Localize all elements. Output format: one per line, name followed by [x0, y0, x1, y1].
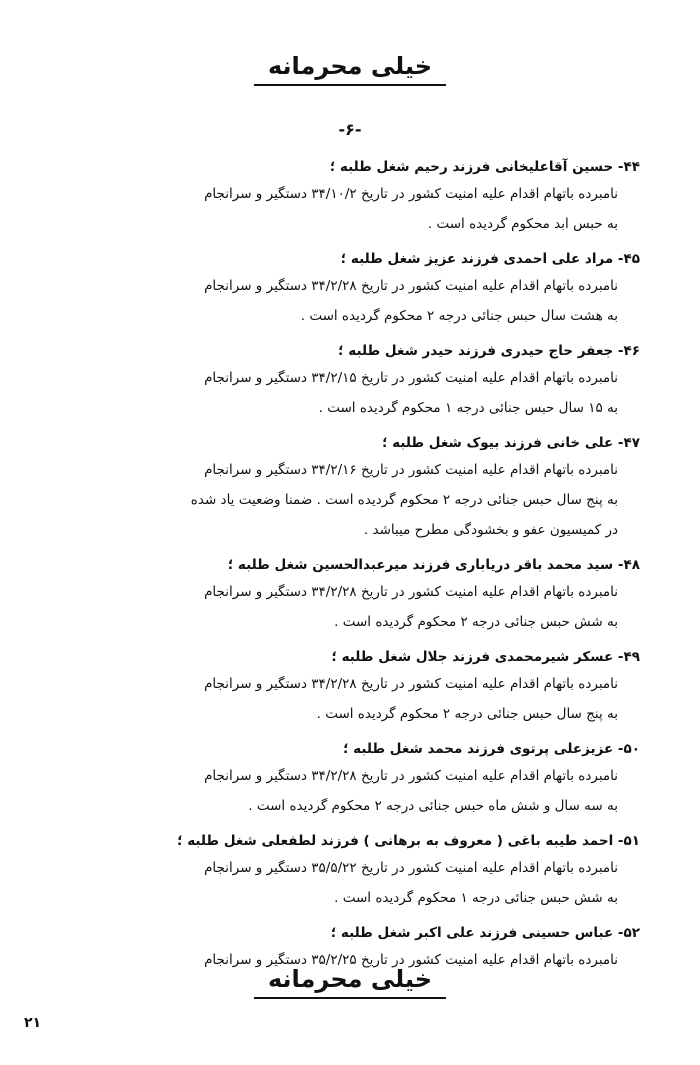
entry-line: نامبرده باتهام اقدام علیه امنیت کشور در تاریخ ۳۴/۲/۲۸ دستگیر و سرانجام — [204, 768, 618, 784]
entry-heading: ۵۱- احمد طیبه باغی ( معروف به برهانی ) فرزند لطفعلی شغل طلبه ؛ — [177, 833, 640, 849]
entry-48 — [70, 553, 640, 637]
classification-stamp-bottom: خیلی محرمانه — [254, 965, 446, 999]
entry-51 — [70, 829, 640, 913]
entry-46 — [70, 339, 640, 423]
entry-heading: ۴۵- مراد علی احمدی فرزند عزیز شغل طلبه ؛ — [340, 251, 640, 267]
document-body — [70, 155, 640, 983]
entry-line: نامبرده باتهام اقدام علیه امنیت کشور در تاریخ ۳۴/۱۰/۲ دستگیر و سرانجام — [204, 186, 618, 202]
entry-line: به شش حبس جنائی درجه ۱ محکوم گردیده است . — [334, 890, 618, 906]
entry-line: نامبرده باتهام اقدام علیه امنیت کشور در تاریخ ۳۴/۲/۱۵ دستگیر و سرانجام — [204, 370, 618, 386]
page-number: -۶- — [338, 120, 362, 139]
entry-heading: ۴۶- جعفر حاج حیدری فرزند حیدر شغل طلبه ؛ — [338, 343, 640, 359]
entry-line: به حبس ابد محکوم گردیده است . — [427, 216, 618, 232]
entry-heading: ۴۷- علی خانی فرزند بیوک شغل طلبه ؛ — [382, 435, 640, 451]
entry-line: به پنج سال حبس جنائی درجه ۲ محکوم گردیده است . — [316, 706, 618, 722]
entry-line: نامبرده باتهام اقدام علیه امنیت کشور در تاریخ ۳۵/۲/۲۵ دستگیر و سرانجام — [204, 952, 618, 968]
classification-stamp-top: خیلی محرمانه — [254, 52, 446, 86]
entry-heading: ۴۸- سید محمد باقر دریاباری فرزند میرعبدالحسین شغل طلبه ؛ — [227, 557, 640, 573]
entry-line: به هشت سال حبس جنائی درجه ۲ محکوم گردیده است . — [300, 308, 618, 324]
entry-line: نامبرده باتهام اقدام علیه امنیت کشور در تاریخ ۳۴/۲/۲۸ دستگیر و سرانجام — [204, 278, 618, 294]
entry-50 — [70, 737, 640, 821]
entry-line: به سه سال و شش ماه حبس جنائی درجه ۲ محکوم گردیده است . — [248, 798, 618, 814]
entry-heading: ۵۲- عباس حسینی فرزند علی اکبر شغل طلبه ؛ — [330, 925, 640, 941]
entry-44 — [70, 155, 640, 239]
entry-45 — [70, 247, 640, 331]
entry-line: به ۱۵ سال حبس جنائی درجه ۱ محکوم گردیده است . — [318, 400, 618, 416]
entry-heading: ۵۰- عزیزعلی پرتوی فرزند محمد شغل طلبه ؛ — [343, 741, 640, 757]
entry-line: نامبرده باتهام اقدام علیه امنیت کشور در تاریخ ۳۴/۲/۲۸ دستگیر و سرانجام — [204, 584, 618, 600]
folio-number: ۲۱ — [24, 1015, 42, 1031]
entry-line: نامبرده باتهام اقدام علیه امنیت کشور در تاریخ ۳۵/۵/۲۲ دستگیر و سرانجام — [204, 860, 618, 876]
entry-line: به پنج سال حبس جنائی درجه ۲ محکوم گردیده است . ضمنا وضعیت یاد شده — [190, 492, 618, 508]
entry-line: به شش حبس جنائی درجه ۲ محکوم گردیده است . — [334, 614, 618, 630]
entry-line: نامبرده باتهام اقدام علیه امنیت کشور در تاریخ ۳۴/۲/۲۸ دستگیر و سرانجام — [204, 676, 618, 692]
entry-heading: ۴۴- حسین آقاعلیخانی فرزند رحیم شغل طلبه ؛ — [329, 159, 640, 175]
entry-49 — [70, 645, 640, 729]
entry-heading: ۴۹- عسکر شیرمحمدی فرزند جلال شغل طلبه ؛ — [331, 649, 640, 665]
entry-line: در کمیسیون عفو و بخشودگی مطرح میباشد . — [363, 522, 618, 538]
entry-line: نامبرده باتهام اقدام علیه امنیت کشور در تاریخ ۳۴/۲/۱۶ دستگیر و سرانجام — [204, 462, 618, 478]
entry-47 — [70, 431, 640, 545]
